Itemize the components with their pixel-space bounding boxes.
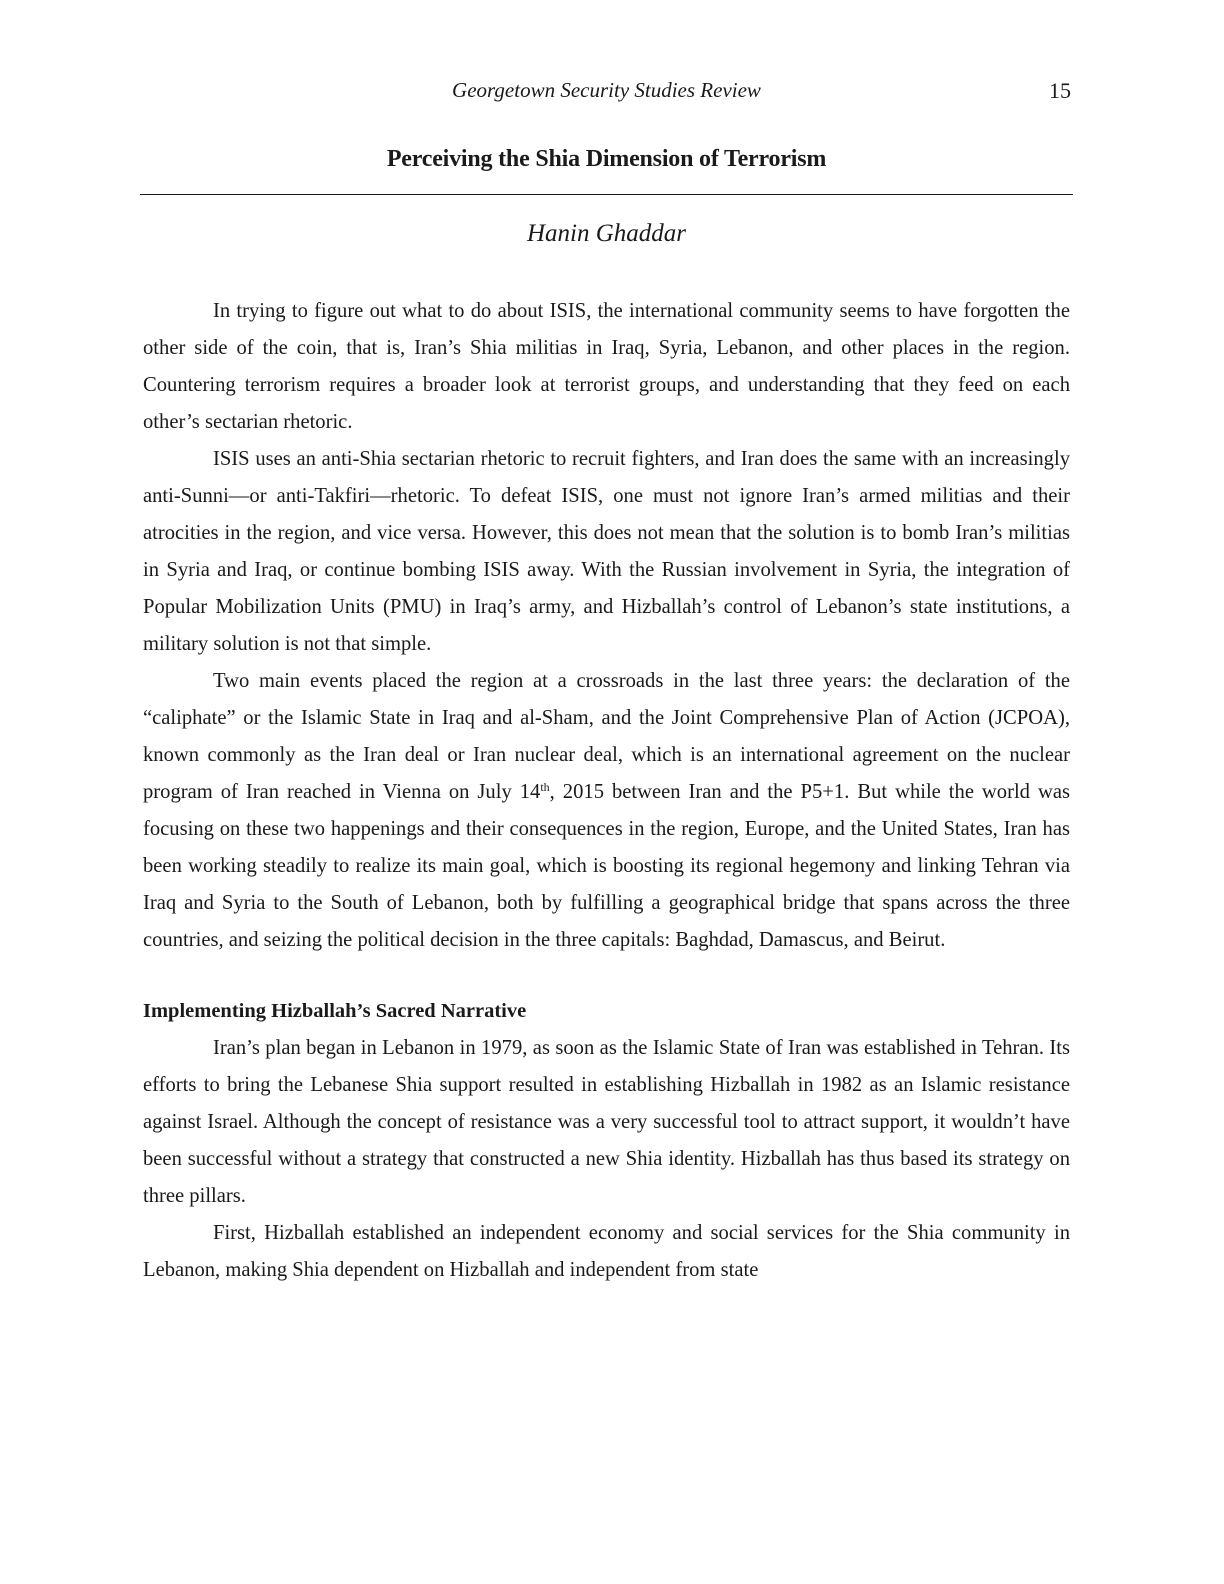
article-author: Hanin Ghaddar <box>526 220 687 247</box>
paragraph: First, Hizballah established an independent economy and social services for the Shia community in Lebanon, making Shia dependent on Hizballah and independent from state <box>143 1222 1070 1281</box>
paragraph <box>143 663 1070 959</box>
page-number: 15 <box>1049 78 1071 103</box>
article-title: Perceiving the Shia Dimension of Terrorism <box>386 146 827 172</box>
paragraph: ISIS uses an anti-Shia sectarian rhetoric to recruit fighters, and Iran does the same with an increasingly anti-Sunni—or anti-Takfiri—rhetoric. To defeat ISIS, one must not ignore Iran’s armed militias and their atrocities in the region, and vice versa. However, this does not mean that the solution is to bomb Iran’s militias in Syria and Iraq, or continue bombing ISIS away. With the Russian involvement in Syria, the integration of Popular Mobilization Units (PMU) in Iraq’s army, and Hizballah’s control of Lebanon’s state institutions, a military solution is not that simple. <box>143 448 1070 655</box>
article-body <box>143 293 1070 1289</box>
ordinal-superscript: th <box>540 780 550 794</box>
paragraph-text: , 2015 between Iran and the P5+1. But while the world was focusing on these two happenings and their consequences in the region, Europe, and the United States, Iran has been working steadily to realize its main goal, which is boosting its regional hegemony and linking Tehran via Iraq and Syria to the South of Lebanon, both by fulfilling a geographical bridge that spans across the three countries, and seizing the political decision in the three capitals: Baghdad, Damascus, and Beirut. <box>143 781 1070 951</box>
paragraph-text: Two main events placed the region at a crossroads in the last three years: the declaration of the “caliphate” or the Islamic State in Iraq and al-Sham, and the Joint Comprehensive Plan of Action (JCPOA), known commonly as the Iran deal or Iran nuclear deal, which is an international agreement on the nuclear program of Iran reached in Vienna on July 14 <box>143 670 1070 803</box>
journal-title: Georgetown Security Studies Review <box>452 78 761 102</box>
paragraph: In trying to figure out what to do about ISIS, the international community seems to have forgotten the other side of the coin, that is, Iran’s Shia militias in Iraq, Syria, Lebanon, and other places in the region. Countering terrorism requires a broader look at terrorist groups, and understanding that they feed on each other’s sectarian rhetoric. <box>143 300 1070 433</box>
title-divider <box>140 194 1073 195</box>
paragraph: Iran’s plan began in Lebanon in 1979, as soon as the Islamic State of Iran was established in Tehran. Its efforts to bring the Lebanese Shia support resulted in establishing Hizballah in 1982 as an Islamic resistance against Israel. Although the concept of resistance was a very successful tool to attract support, it wouldn’t have been successful without a strategy that constructed a new Shia identity. Hizballah has thus based its strategy on three pillars. <box>143 1037 1070 1207</box>
running-header <box>140 78 1073 108</box>
section-heading: Implementing Hizballah’s Sacred Narrative <box>143 1000 527 1022</box>
